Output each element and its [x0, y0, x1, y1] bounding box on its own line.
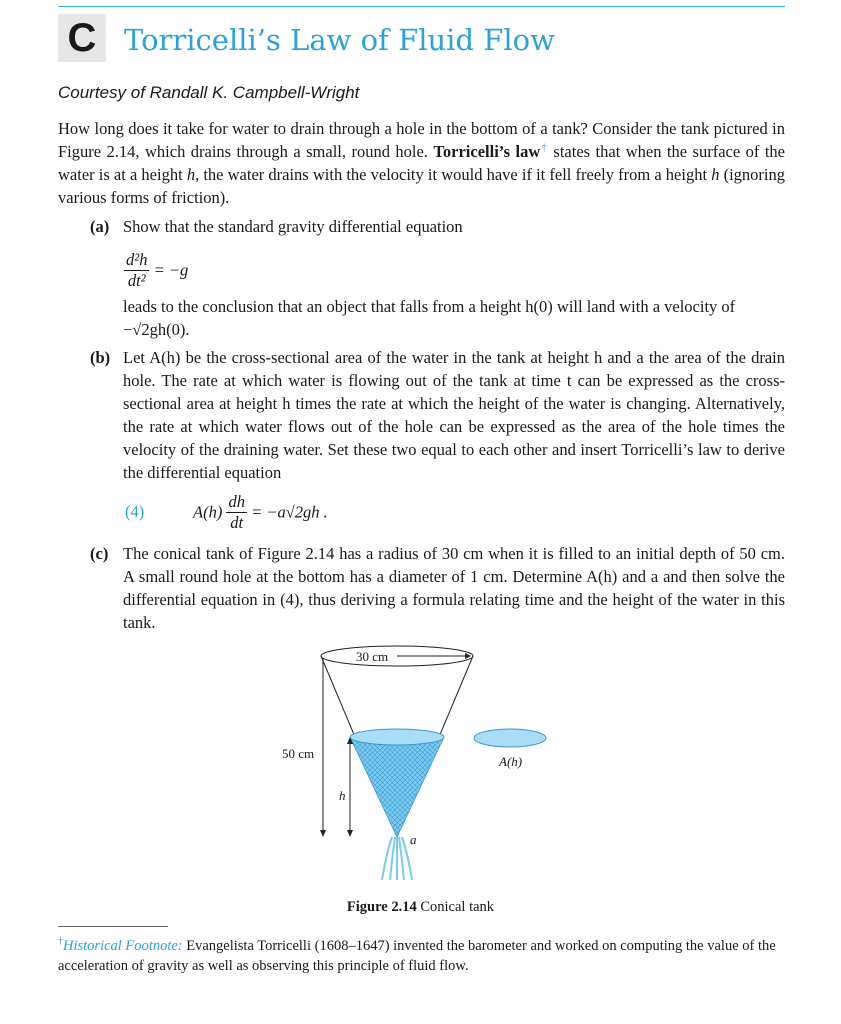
- courtesy-line: Courtesy of Randall K. Campbell-Wright: [58, 83, 360, 102]
- equation-lhs: A(h): [193, 502, 223, 522]
- intro-text-3: , the water drains with the velocity it would have if it fell freely from a height: [195, 165, 712, 184]
- part-b-label: (b): [90, 348, 111, 367]
- historical-footnote: [58, 936, 785, 976]
- differential-equation-4: [193, 492, 328, 533]
- cross-section-ellipse: [474, 729, 546, 747]
- footnote-mark: †: [58, 936, 63, 948]
- footnote-lead: Historical Footnote:: [63, 938, 183, 954]
- part-a-line1: Show that the standard gravity differential equation: [123, 217, 463, 236]
- var-h: h: [186, 165, 196, 184]
- conical-tank-figure: [270, 640, 580, 890]
- dh-dt-fraction: [226, 492, 247, 533]
- intro-text-1: How long does it take for water to drain through a hole in the bottom of a tank? Consider the tank pictured in Figure 2.14, which drains through a small, round hole.: [58, 119, 785, 161]
- fraction-numerator: dh: [228, 492, 245, 511]
- draining-water: [382, 837, 412, 880]
- section-badge: C: [58, 14, 106, 62]
- part-b-text: Let A(h) be the cross-sectional area of the water in the tank at height h and a the area of the drain hole. The rate at which water is flowing out of the tank at time t can be expressed as the cross-sectional area at height h times the rate at which the height of the water is changing. Alternatively, the rate at which water flows out of the hole can be expressed as the area of the hole times the velocity of the draining water. Set these two equal to each other and insert Torricelli’s law to derive the differential equation: [123, 348, 785, 482]
- hole-label: a: [410, 832, 417, 847]
- figure-caption: [0, 899, 841, 916]
- footnote-rule: [58, 926, 168, 927]
- part-c-label: (c): [90, 544, 109, 563]
- footnote-marker[interactable]: †: [540, 142, 548, 154]
- part-a-label: (a): [90, 217, 110, 236]
- fraction-numerator: d²h: [126, 250, 148, 269]
- intro-paragraph: [58, 117, 785, 209]
- part-a-line2: leads to the conclusion that an object that falls from a height h(0) will land with a velocity of −√2gh(0).: [123, 297, 736, 339]
- gravity-equation: [124, 250, 188, 291]
- gravity-fraction: [124, 250, 149, 291]
- intro-text-2: states that when the surface of the water is at a height: [58, 142, 785, 184]
- figure-number: Figure 2.14: [346, 899, 417, 915]
- top-rule: [58, 6, 785, 7]
- height-label: h: [339, 788, 346, 803]
- arrowhead-icon: [347, 830, 353, 837]
- equation-4-label: (4): [125, 502, 145, 521]
- fraction-denominator: dt: [230, 513, 244, 532]
- area-label: A(h): [499, 754, 523, 769]
- equation-rhs: = −g: [153, 260, 189, 280]
- section-title: Torricelli’s Law of Fluid Flow: [124, 23, 555, 57]
- water-volume: [350, 737, 444, 837]
- var-h: h: [711, 165, 720, 184]
- intro-text-4: (ignoring various forms of friction).: [58, 165, 785, 207]
- torricelli-law-term: Torricelli’s law: [433, 142, 541, 161]
- footnote-text: Evangelista Torricelli (1608–1647) invented the barometer and worked on computing the value of the acceleration of gravity as well as observing this principle of fluid flow.: [58, 938, 776, 974]
- figure-title: Conical tank: [416, 899, 495, 915]
- arrowhead-icon: [320, 830, 326, 837]
- part-c-text: The conical tank of Figure 2.14 has a radius of 30 cm when it is filled to an initial depth of 50 cm. A small round hole at the bottom has a diameter of 1 cm. Determine A(h) and a and then solve the differential equation in (4), thus deriving a formula relating time and the height of the water in this tank.: [123, 544, 785, 632]
- equation-rhs: = −a√2gh .: [251, 502, 328, 522]
- water-surface: [350, 729, 444, 745]
- fraction-denominator: dt²: [127, 271, 146, 290]
- depth-label: 50 cm: [282, 746, 315, 761]
- arrowhead-icon: [465, 653, 471, 659]
- radius-label: 30 cm: [356, 649, 389, 664]
